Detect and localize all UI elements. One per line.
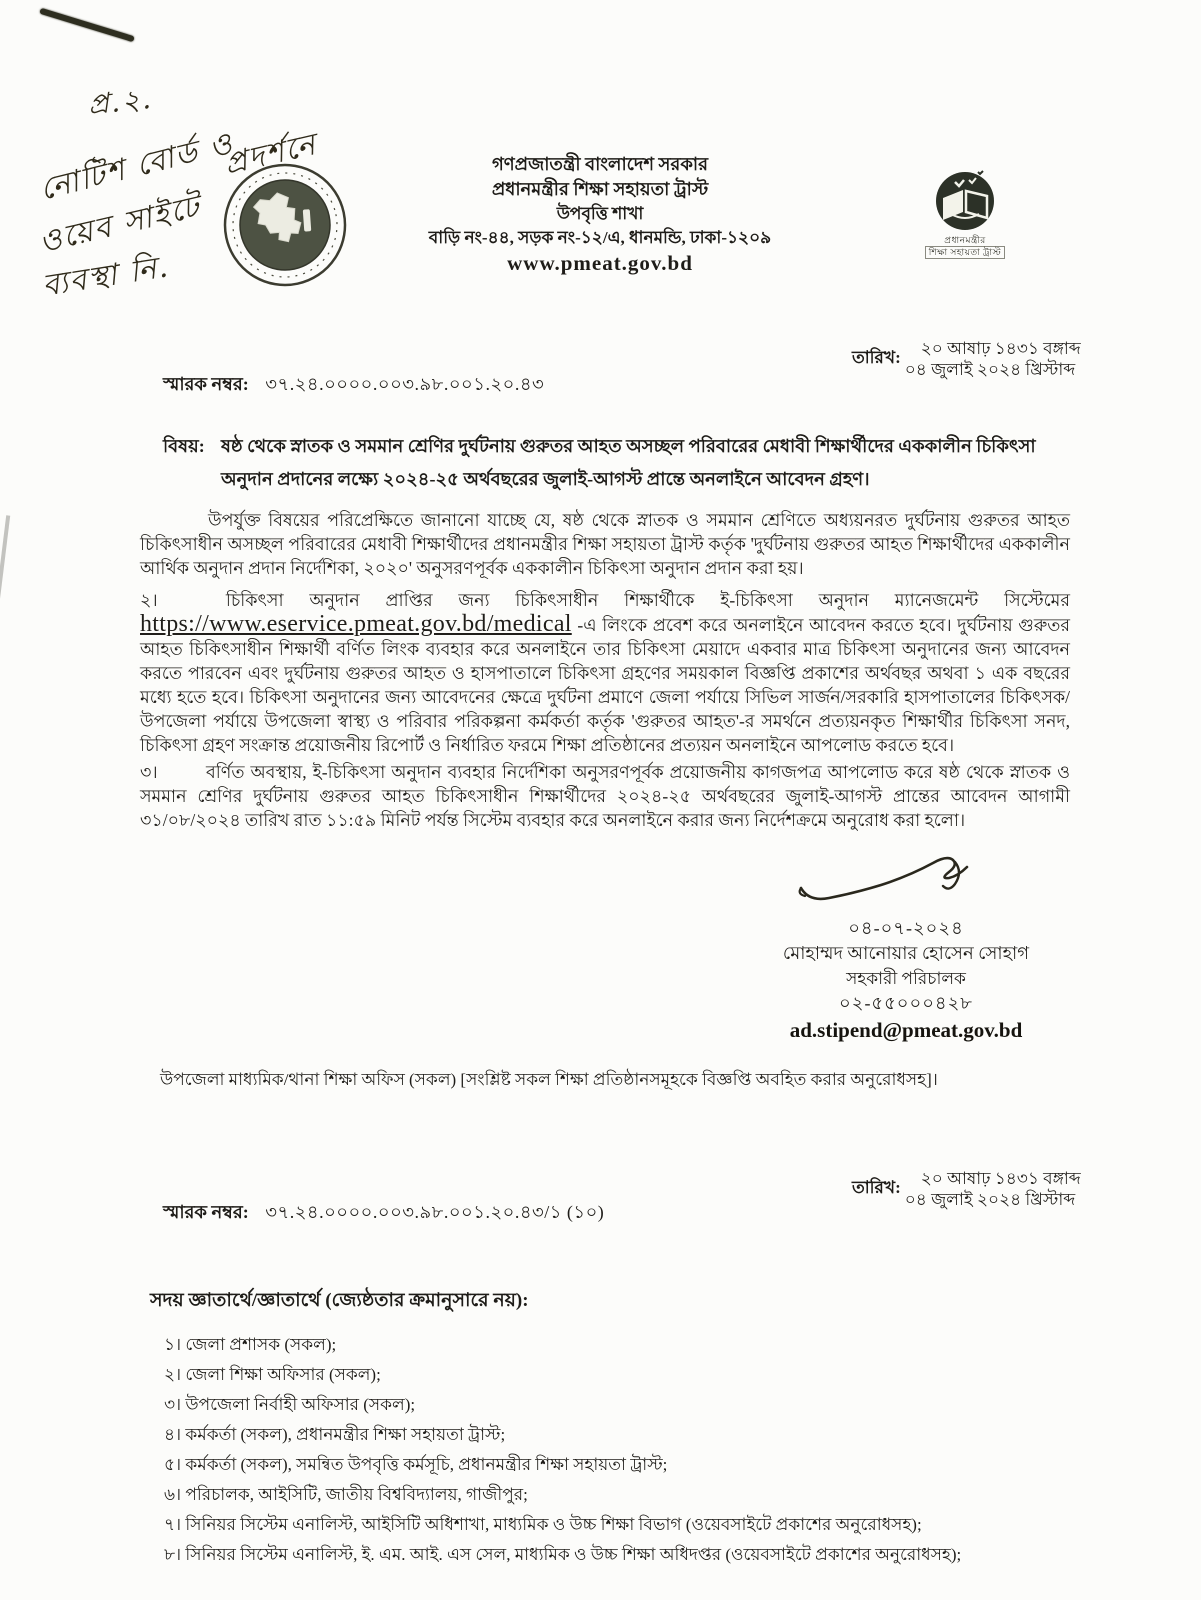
signature-block xyxy=(758,916,1054,1044)
date-gregorian-1: ০৪ জুলাই ২০২৪ খ্রিস্টাব্দ xyxy=(904,360,1076,379)
addressee-line: উপজেলা মাধ্যমিক/থানা শিক্ষা অফিস (সকল) [সংশ্লিষ্ট সকল শিক্ষা প্রতিষ্ঠানসমূহকে বিজ্ঞপ্তি অবহিত করার অনুরোধসহ]। xyxy=(160,1070,938,1089)
handwritten-note-line1: নোটিশ বোর্ড ও xyxy=(36,125,238,208)
distribution-section xyxy=(150,1286,1110,1570)
logo-caption-line2: শিক্ষা সহায়তা ট্রাস্ট xyxy=(925,246,1005,259)
letterhead xyxy=(330,152,870,276)
distribution-item: ৬। পরিচালক, আইসিটি, জাতীয় বিশ্ববিদ্যালয়, গাজীপুর; xyxy=(164,1485,528,1504)
date-bangla-1: ২০ আষাঢ় ১৪৩১ বঙ্গাব্দ xyxy=(920,339,1081,358)
paragraph-3-number: ৩। xyxy=(140,762,158,782)
paragraph-1: উপর্যুক্ত বিষয়ের পরিপ্রেক্ষিতে জানানো যাচ্ছে যে, ষষ্ঠ থেকে স্নাতক ও সমমান শ্রেণিতে অধ্যয়নরত দুর্ঘটনায় গুরুতর আহত চিকিৎসাধীন অসচ্ছল পরিবারের মেধাবী শিক্ষার্থীদের প্রধানমন্ত্রীর শিক্ষা সহায়তা ট্রাস্ট কর্তৃক 'দুর্ঘটনায় গুরুতর আহত শিক্ষার্থীদের এককালীন আর্থিক অনুদান প্রদান নির্দেশিকা, ২০২০' অনুসরণপূর্বক এককালীন চিকিৎসা অনুদান প্রদান করা হয়। xyxy=(140,510,1070,578)
logo-caption-line1: প্রধানমন্ত্রীর xyxy=(944,235,986,245)
medical-portal-link[interactable]: https://www.eservice.pmeat.gov.bd/medical xyxy=(140,611,572,637)
pen-stroke-mark xyxy=(39,8,134,42)
date-label-2: তারিখ: xyxy=(852,1178,901,1197)
signer-designation: সহকারী পরিচালক xyxy=(846,969,966,988)
distribution-item: ৮। সিনিয়র সিস্টেম এনালিস্ট, ই. এম. আই. এস সেল, মাধ্যমিক ও উচ্চ শিক্ষা অধিদপ্তর (ওয়েবসাইটে প্রকাশের অনুরোধসহ); xyxy=(164,1545,962,1564)
subject-line xyxy=(163,430,1075,496)
paragraph-3-text: বর্ণিত অবস্থায়, ই-চিকিৎসা অনুদান ব্যবহার নির্দেশিকা অনুসরণপূর্বক প্রয়োজনীয় কাগজপত্র আপলোড করে ষষ্ঠ থেকে স্নাতক ও সমমান শ্রেণির দুর্ঘটনায় গুরুতর আহত চিকিৎসাধীন শিক্ষার্থীদের ২০২৪-২৫ অর্থবছরের জুলাই-আগস্ট প্রান্তের আবেদন আগামী ৩১/০৮/২০২৪ তারিখ রাত ১১:৫৯ মিনিট পর্যন্ত সিস্টেম ব্যবহার করে অনলাইনে করার জন্য নির্দেশক্রমে অনুরোধ করা হলো। xyxy=(140,762,1071,830)
signature-icon xyxy=(795,836,995,913)
signer-name: মোহাম্মদ আনোয়ার হোসেন সোহাগ xyxy=(782,943,1030,963)
distribution-item: ১। জেলা প্রশাসক (সকল); xyxy=(164,1335,337,1354)
distribution-item: ৩। উপজেলা নির্বাহী অফিসার (সকল); xyxy=(164,1395,416,1414)
memo-number-label-2: স্মারক নম্বর: xyxy=(163,1202,249,1222)
pmeat-logo-icon xyxy=(933,168,997,232)
date-block-2 xyxy=(852,1168,1081,1210)
handwritten-note-ps: প্র.২. xyxy=(86,81,155,122)
paragraph-2-rest: -এ লিংকে প্রবেশ করে অনলাইনে আবেদন করতে হবে। দুর্ঘটনায় গুরুতর আহত চিকিৎসাধীন শিক্ষার্থী বর্ণিত লিংক ব্যবহার করে অনলাইনে তার চিকিৎসা মেয়াদে একবার মাত্র চিকিৎসা অনুদানের জন্য আবেদন করতে পারবেন এবং দুর্ঘটনায় গুরুতর আহত ও হাসপাতালে চিকিৎসা গ্রহণের সময়কাল বিজ্ঞপ্তি প্রকাশের অর্থবছর অথবা ১ এক বছরের মধ্যে হতে হবে। চিকিৎসা অনুদানের জন্য আবেদনের ক্ষেত্রে দুর্ঘটনা প্রমাণে জেলা পর্যায়ে সিভিল সার্জন/সরকারি হাসপাতালের চিকিৎসক/উপজেলা পর্যায়ে উপজেলা স্বাস্থ্য ও পরিবার পরিকল্পনা কর্মকর্তা কর্তৃক 'গুরুতর আহত'-র সমর্থনে প্রত্যয়নকৃত শিক্ষার্থীর চিকিৎসা সনদ, চিকিৎসা গ্রহণ সংক্রান্ত প্রয়োজনীয় রিপোর্ট ও নির্ধারিত ফরমে শিক্ষা প্রতিষ্ঠানের প্রত্যয়ন অনলাইনে আপলোড করতে হবে। xyxy=(140,615,1070,755)
distribution-heading: সদয় জ্ঞাতার্থে/জ্ঞাতার্থে (জ্যেষ্ঠতার ক্রমানুসারে নয়): xyxy=(150,1290,529,1311)
memo-number-row-1 xyxy=(163,370,544,401)
paragraph-2 xyxy=(140,588,1070,757)
signer-email-link[interactable]: ad.stipend@pmeat.gov.bd xyxy=(789,1018,1023,1042)
office-address: বাড়ি নং-৪৪, সড়ক নং-১২/এ, ধানমন্ডি, ঢাকা-১২০৯ xyxy=(428,228,772,247)
memo-number-row-2 xyxy=(163,1198,604,1229)
distribution-item: ৫। কর্মকর্তা (সকল), সমন্বিত উপবৃত্তি কর্মসূচি, প্রধানমন্ত্রীর শিক্ষা সহায়তা ট্রাস্ট; xyxy=(164,1455,668,1474)
signature-date: ০৪-০৭-২০২৪ xyxy=(848,918,964,938)
paragraph-3 xyxy=(140,760,1070,832)
distribution-item: ৪। কর্মকর্তা (সকল), প্রধানমন্ত্রীর শিক্ষা সহায়তা ট্রাস্ট; xyxy=(164,1425,506,1444)
date-block-1 xyxy=(852,338,1081,380)
memo-number-value-1: ৩৭.২৪.০০০০.০০৩.৯৮.০০১.২০.৪৩ xyxy=(265,374,545,394)
date-bangla-2: ২০ আষাঢ় ১৪৩১ বঙ্গাব্দ xyxy=(920,1169,1081,1188)
website-url[interactable]: www.pmeat.gov.bd xyxy=(507,251,693,275)
pmeat-logo-caption xyxy=(898,235,1032,259)
distribution-list xyxy=(150,1330,1110,1570)
paragraph-2-number: ২। xyxy=(140,590,158,610)
organization-name: প্রধানমন্ত্রীর শিক্ষা সহায়তা ট্রাস্ট xyxy=(491,179,709,199)
date-label-1: তারিখ: xyxy=(852,348,901,367)
handwritten-note-line2: প্রদর্শনে xyxy=(221,126,321,183)
government-name: গণপ্রজাতন্ত্রী বাংলাদেশ সরকার xyxy=(491,154,709,174)
branch-name: উপবৃত্তি শাখা xyxy=(556,204,644,223)
scan-artifact-line xyxy=(0,515,10,649)
subject-text: ষষ্ঠ থেকে স্নাতক ও সমমান শ্রেণির দুর্ঘটনায় গুরুতর আহত অসচ্ছল পরিবারের মেধাবী শিক্ষার্থীদের এককালীন চিকিৎসা অনুদান প্রদানের লক্ষ্যে ২০২৪-২৫ অর্থবছরের জুলাই-আগস্ট প্রান্তে অনলাইনে আবেদন গ্রহণ। xyxy=(221,436,1036,489)
handwritten-note-line3: ওয়েব সাইটে xyxy=(35,188,205,261)
signer-phone: ০২-৫৫০০০৪২৮ xyxy=(839,993,973,1013)
distribution-item: ৭। সিনিয়র সিস্টেম এনালিস্ট, আইসিটি অধিশাখা, মাধ্যমিক ও উচ্চ শিক্ষা বিভাগ (ওয়েবসাইটে প্রকাশের অনুরোধসহ); xyxy=(164,1515,922,1534)
handwritten-note-line4: ব্যবস্থা নি. xyxy=(39,249,173,304)
distribution-item: ২। জেলা শিক্ষা অফিসার (সকল); xyxy=(164,1365,381,1384)
memo-number-label-1: স্মারক নম্বর: xyxy=(163,374,249,394)
date-gregorian-2: ০৪ জুলাই ২০২৪ খ্রিস্টাব্দ xyxy=(904,1190,1076,1209)
paragraph-2-intro: চিকিৎসা অনুদান প্রাপ্তির জন্য চিকিৎসাধীন শিক্ষার্থীকে ই-চিকিৎসা অনুদান ম্যানেজমেন্ট সিস্টেমের xyxy=(225,590,1071,610)
subject-label: বিষয়: xyxy=(163,436,205,456)
pmeat-logo xyxy=(898,168,1032,259)
memo-number-value-2: ৩৭.২৪.০০০০.০০৩.৯৮.০০১.২০.৪৩/১ (১০) xyxy=(265,1202,605,1222)
